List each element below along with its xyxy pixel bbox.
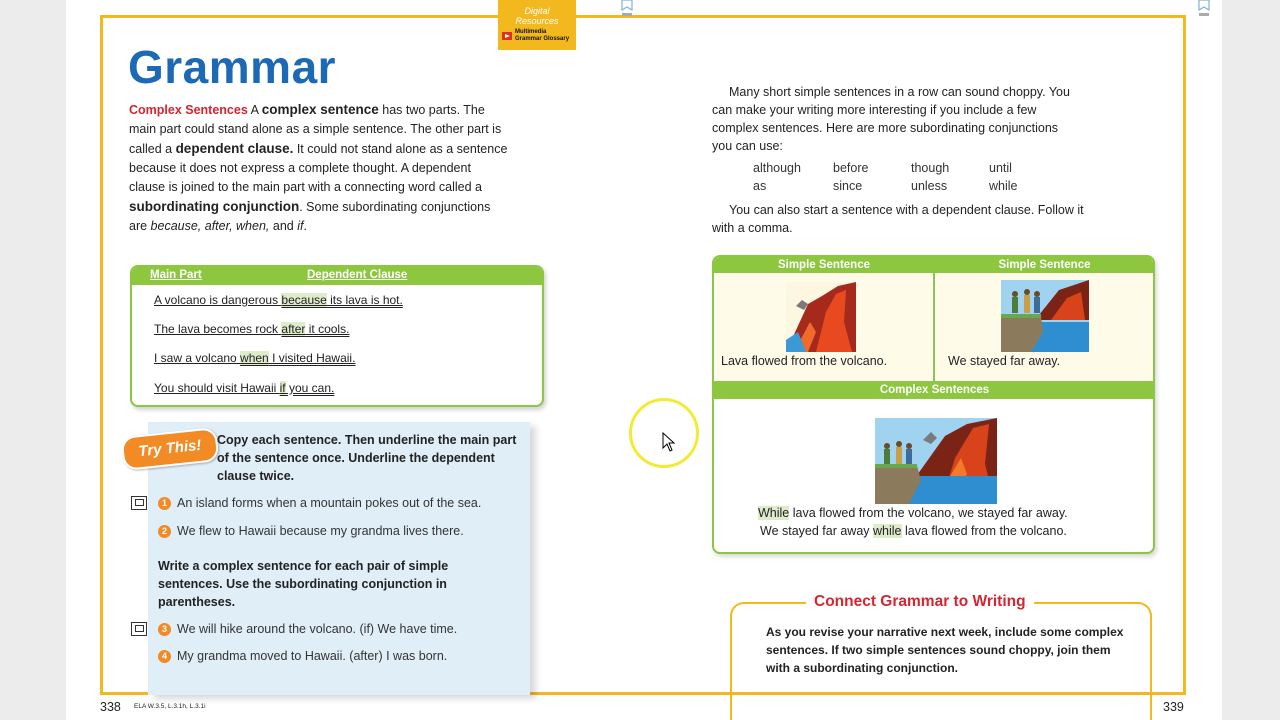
- conjunction: after: [281, 322, 306, 336]
- examples: because, after, when,: [150, 219, 270, 233]
- conjunction-word: though: [911, 161, 950, 175]
- worksheet-icon[interactable]: [131, 496, 147, 510]
- item-number: 1: [158, 497, 171, 510]
- try-instruction-1: [217, 431, 522, 485]
- example-if: if: [297, 219, 304, 233]
- page-title: Grammar: [128, 41, 337, 93]
- digital-resources-badge[interactable]: [498, 0, 576, 50]
- item-text: We will hike around the volcano. (if) We have time.: [177, 622, 458, 636]
- sentence-start: We stayed far away: [760, 524, 874, 538]
- term-dependent-clause: dependent clause.: [175, 141, 294, 156]
- intro-text: has two parts. The main part could stand alone as a simple sentence. The other part is called a: [129, 103, 502, 156]
- item-text: An island forms when a mountain pokes out of the sea.: [177, 496, 482, 510]
- table-row: [154, 351, 355, 365]
- standards-label: ELA W.3.5, L.3.1h, L.3.1i: [134, 703, 206, 710]
- sentence-rest: lava flowed from the volcano, we stayed far away.: [789, 506, 1068, 520]
- conjunction: if: [279, 381, 286, 395]
- main-part: You should visit Hawaii: [154, 381, 280, 395]
- intro-paragraph: [129, 100, 509, 236]
- bookmark-icon[interactable]: [620, 0, 634, 18]
- intro-text: It could not stand alone as a sentence because it does not express a complete thought. A dependent clause is joined to the main part with a connecting word called a: [129, 142, 508, 194]
- people-watching-image: [1001, 280, 1089, 352]
- worksheet-icon[interactable]: [131, 622, 147, 636]
- intro-text: .: [303, 219, 307, 233]
- simple-caption-2: We stayed far away.: [948, 354, 1061, 368]
- list-item: [158, 524, 464, 538]
- left-gutter: [0, 0, 66, 720]
- conjunction: because: [281, 293, 327, 307]
- simple-caption-1: Lava flowed from the volcano.: [721, 354, 888, 368]
- grammar-glossary-link[interactable]: Multimedia Grammar Glossary: [515, 29, 570, 42]
- intro-text: and: [269, 219, 298, 233]
- dependent-first-paragraph: [712, 201, 1092, 237]
- complex-sentences-heading: Complex Sentences: [714, 381, 1155, 399]
- conjunction-row: [753, 177, 1069, 195]
- intro-text: . Some subordinating conjunctions are: [129, 200, 491, 233]
- try-instruction-2: [158, 557, 510, 611]
- combined-volcano-image: [875, 418, 997, 504]
- simple-sentence-heading: Simple Sentence: [714, 257, 934, 273]
- item-text: We flew to Hawaii because my grandma lives there.: [177, 524, 464, 538]
- list-item: [158, 649, 447, 663]
- item-number: 3: [158, 623, 171, 636]
- conjunction: While: [758, 506, 790, 520]
- conjunction-word: while: [989, 179, 1018, 193]
- conjunction-word: unless: [911, 179, 948, 193]
- conjunction-word: since: [833, 179, 863, 193]
- conjunction-list: [753, 159, 1069, 195]
- dependent-rest: you can.: [285, 381, 335, 395]
- conjunction: while: [873, 524, 902, 538]
- clause-table-header: [132, 267, 542, 285]
- paragraph-text: You can also start a sentence with a dependent clause. Follow it with a comma.: [712, 203, 1084, 235]
- col-main-part: Main Part: [150, 269, 202, 281]
- digital-resources-title: Digital Resources: [515, 6, 559, 26]
- try-this-badge: Try This!: [120, 427, 219, 471]
- page-number-left: 338: [100, 700, 121, 714]
- col-dependent-clause: Dependent Clause: [307, 269, 408, 281]
- table-row: [154, 322, 349, 336]
- instruction-text: Write a complex sentence for each pair of simple sentences. Use the subordinating conjunction in parentheses.: [158, 559, 449, 609]
- connect-title: Connect Grammar to Writing: [806, 593, 1034, 611]
- complex-sentence-1: [758, 506, 1068, 520]
- clause-table: [130, 265, 544, 407]
- page-number-right: 339: [1163, 700, 1184, 714]
- instruction-text: Copy each sentence. Then underline the main part of the sentence once. Underline the dependent clause twice.: [217, 433, 517, 483]
- main-part: The lava becomes rock: [154, 322, 282, 336]
- conjunction-word: until: [989, 161, 1012, 175]
- conjunction-row: [753, 159, 1069, 177]
- conjunction-word: although: [753, 161, 801, 175]
- connect-text: As you revise your narrative next week, include some complex sentences. If two simple sentences sound choppy, join them with a subordinating conjunction.: [766, 625, 1124, 675]
- table-row: [154, 293, 403, 307]
- dependent-rest: it cools.: [305, 322, 350, 336]
- bookmark-icon-right[interactable]: [1196, 0, 1212, 18]
- dependent-rest: its lava is hot.: [326, 293, 403, 307]
- right-gutter: [1222, 0, 1280, 720]
- item-number: 2: [158, 525, 171, 538]
- table-row: [154, 381, 334, 395]
- volcano-image: [786, 282, 856, 352]
- dependent-rest: I visited Hawaii.: [268, 351, 356, 365]
- list-item: [158, 496, 481, 510]
- conjunction-word: before: [833, 161, 869, 175]
- main-part: I saw a volcano: [154, 351, 241, 365]
- simple-sentence-heading: Simple Sentence: [934, 257, 1155, 273]
- list-item: [158, 622, 457, 636]
- sentence-rest: lava flowed from the volcano.: [901, 524, 1067, 538]
- cell-divider: [933, 273, 935, 385]
- mouse-cursor-icon: [662, 432, 676, 452]
- intro-text: A: [247, 103, 262, 117]
- choppy-paragraph: [712, 83, 1072, 155]
- complex-sentence-2: [760, 524, 1067, 538]
- term-subordinating-conjunction: subordinating conjunction: [129, 199, 300, 214]
- item-text: My grandma moved to Hawaii. (after) I was born.: [177, 649, 448, 663]
- conjunction-word: as: [753, 179, 767, 193]
- term-complex-sentence: complex sentence: [261, 102, 379, 117]
- play-icon: [502, 32, 512, 40]
- main-part: A volcano is dangerous: [154, 293, 282, 307]
- paragraph-text: Many short simple sentences in a row can sound choppy. You can make your writing more interesting if you include a few complex sentences. Here are more subordinating conjunctions you can use:: [712, 85, 1070, 153]
- item-number: 4: [158, 650, 171, 663]
- section-heading: Complex Sentences: [129, 103, 248, 117]
- conjunction: when: [240, 351, 269, 365]
